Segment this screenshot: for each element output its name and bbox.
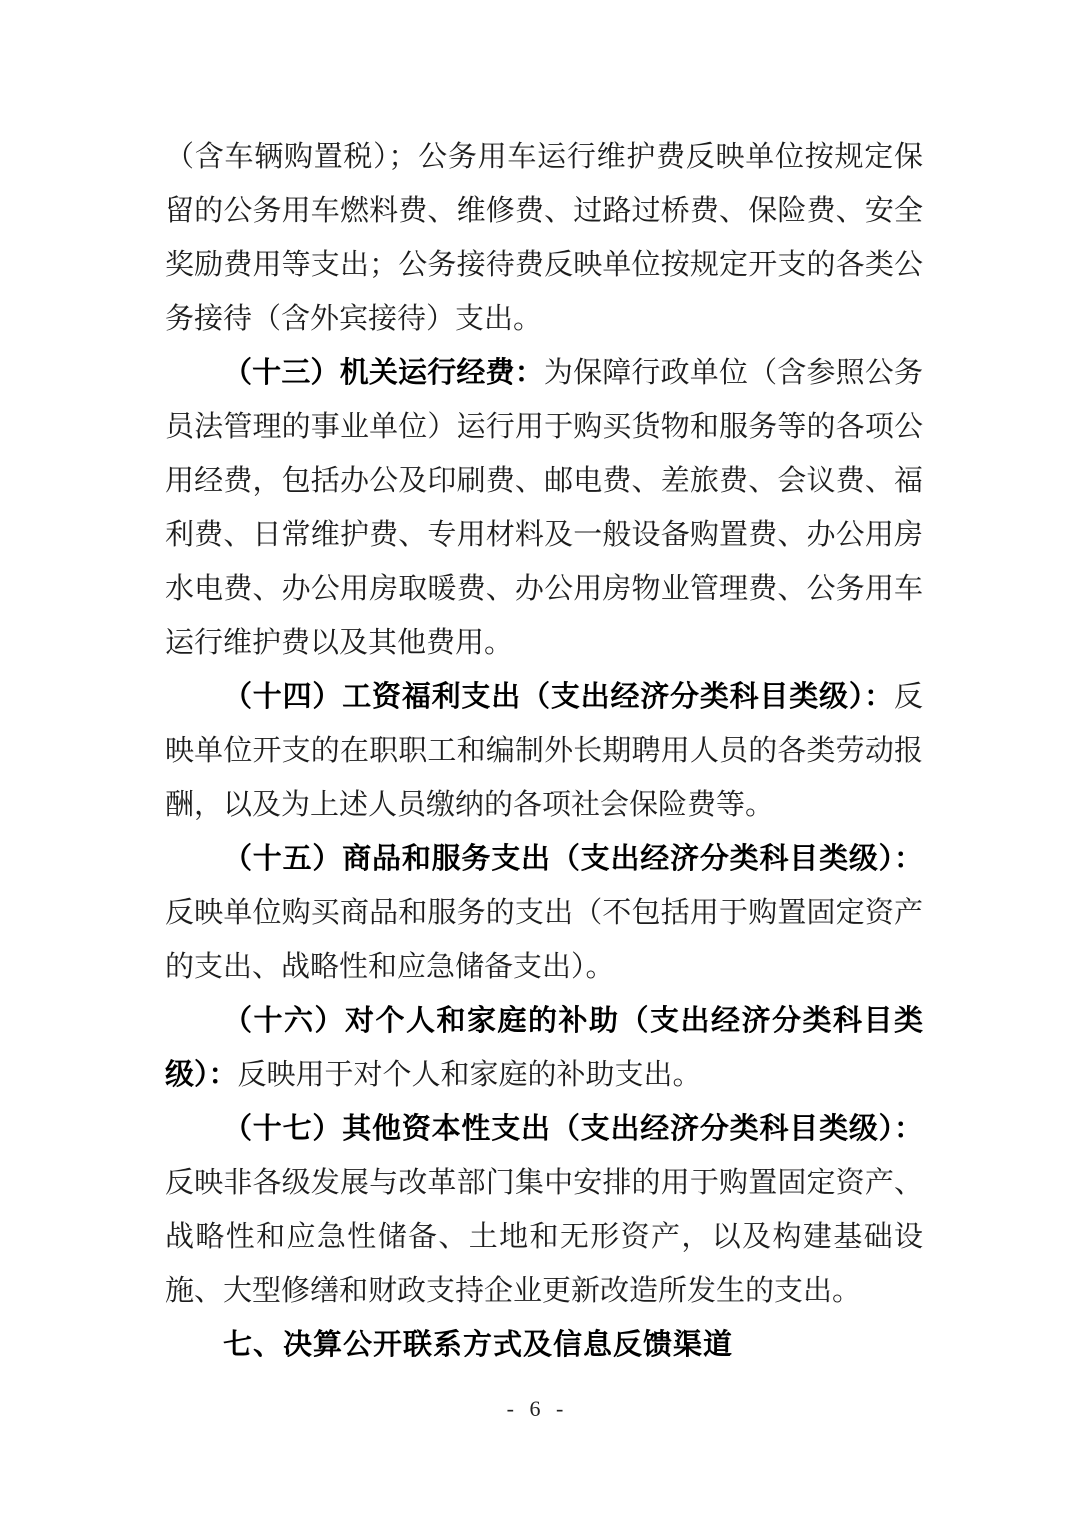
paragraph bbox=[165, 130, 923, 346]
paragraph-lead: （十六）对个人和家庭的补助（支出经济分类科目类级）： bbox=[165, 1005, 923, 1091]
paragraph-lead: （十七）其他资本性支出（支出经济分类科目类级）： bbox=[223, 1113, 923, 1145]
paragraph-text: 反映非各级发展与改革部门集中安排的用于购置固定资产、战略性和应急性储备、土地和无形资产，以及构建基础设施、大型修缮和财政支持企业更新改造所发生的支出。 bbox=[165, 1167, 923, 1307]
paragraphs bbox=[165, 130, 923, 1318]
paragraph bbox=[165, 994, 923, 1102]
paragraph bbox=[165, 346, 923, 670]
paragraph bbox=[165, 832, 923, 994]
paragraph-text: （含车辆购置税）；公务用车运行维护费反映单位按规定保留的公务用车燃料费、维修费、过路过桥费、保险费、安全奖励费用等支出；公务接待费反映单位按规定开支的各类公务接待（含外宾接待）支出。 bbox=[165, 141, 923, 335]
paragraph bbox=[165, 670, 923, 832]
paragraph-lead: （十四）工资福利支出（支出经济分类科目类级）： bbox=[223, 681, 894, 713]
paragraph-text: 反映单位购买商品和服务的支出（不包括用于购置固定资产的支出、战略性和应急储备支出）。 bbox=[165, 897, 923, 983]
paragraph-text: 反映用于对个人和家庭的补助支出。 bbox=[237, 1059, 702, 1091]
paragraph-lead: （十三）机关运行经费： bbox=[223, 357, 544, 389]
page-number: - 6 - bbox=[506, 1396, 569, 1421]
paragraph-text: 为保障行政单位（含参照公务员法管理的事业单位）运行用于购买货物和服务等的各项公用经费，包括办公及印刷费、邮电费、差旅费、会议费、福利费、日常维护费、专用材料及一般设备购置费、办公用房水电费、办公用房取暖费、办公用房物业管理费、公务用车运行维护费以及其他费用。 bbox=[165, 357, 923, 659]
paragraph bbox=[165, 1102, 923, 1318]
section-heading: 七、决算公开联系方式及信息反馈渠道 bbox=[223, 1329, 734, 1361]
body-text bbox=[165, 130, 923, 1372]
paragraph-text: 反映单位开支的在职职工和编制外长期聘用人员的各类劳动报酬，以及为上述人员缴纳的各项社会保险费等。 bbox=[165, 681, 923, 821]
paragraph-lead: （十五）商品和服务支出（支出经济分类科目类级）： bbox=[223, 843, 923, 875]
